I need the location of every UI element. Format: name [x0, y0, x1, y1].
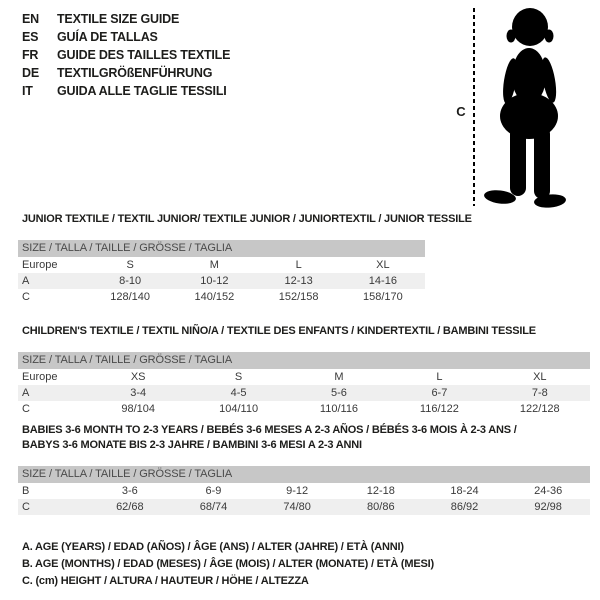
- cell: XL: [376, 259, 390, 271]
- junior-table-title: JUNIOR TEXTILE / TEXTIL JUNIOR/ TEXTILE JUNIOR / JUNIORTEXTIL / JUNIOR TESSILE: [22, 213, 472, 225]
- lang-row-es: [22, 28, 230, 46]
- children-table-title: CHILDREN'S TEXTILE / TEXTIL NIÑO/A / TEXTILE DES ENFANTS / KINDERTEXTIL / BAMBINI TESSILE: [22, 325, 536, 337]
- size-header-bar: SIZE / TALLA / TAILLE / GRÖSSE / TAGLIA: [18, 352, 590, 369]
- cell: 98/104: [121, 403, 156, 415]
- cell: 140/152: [194, 291, 235, 303]
- cell: 74/80: [283, 501, 311, 513]
- cell: L: [436, 371, 443, 383]
- table-row: [18, 369, 590, 385]
- cell: 4-5: [230, 387, 247, 399]
- row-label: C: [22, 291, 30, 303]
- cell: 68/74: [199, 501, 228, 513]
- table-row: [18, 483, 590, 499]
- height-measure-dashed-line: [473, 8, 475, 206]
- height-measure-label: C: [456, 104, 466, 119]
- cell: 158/170: [362, 291, 403, 303]
- row-label: A: [22, 275, 30, 287]
- cell: 6-9: [205, 485, 222, 497]
- cell: 62/68: [116, 501, 144, 513]
- cell: 104/110: [219, 403, 259, 415]
- row-label: Europe: [22, 259, 58, 271]
- cell: S: [126, 259, 134, 271]
- table-row: [18, 289, 425, 305]
- lang-label: GUIDA ALLE TAGLIE TESSILI: [57, 84, 227, 98]
- cell: M: [334, 371, 344, 383]
- cell: 152/158: [278, 291, 319, 303]
- lang-row-fr: [22, 46, 230, 64]
- cell: 3-4: [130, 387, 147, 399]
- right-ear: [545, 30, 554, 43]
- cell: 122/128: [519, 403, 560, 415]
- legend-item-b: B. AGE (MONTHS) / EDAD (MESES) / ÂGE (MOIS) / ALTER (MONATE) / ETÀ (MESI): [22, 558, 434, 570]
- cell: 10-12: [200, 275, 229, 287]
- cell: 3-6: [121, 485, 138, 497]
- table-row: [18, 401, 590, 417]
- lang-row-it: [22, 82, 230, 100]
- lang-label: TEXTILGRÖßENFÜHRUNG: [57, 66, 213, 80]
- table-row: [18, 257, 425, 273]
- children-size-table: [18, 352, 590, 417]
- row-label: Europe: [22, 371, 58, 383]
- table-row: [18, 499, 590, 515]
- babies-table-title-line1: BABIES 3-6 MONTH TO 2-3 YEARS / BEBÉS 3-6 MESES A 2-3 AÑOS / BÉBÉS 3-6 MOIS À 2-3 ANS /: [22, 424, 517, 436]
- cell: 6-7: [431, 387, 448, 399]
- lang-label: GUÍA DE TALLAS: [57, 30, 158, 44]
- head: [512, 8, 548, 46]
- cell: 80/86: [367, 501, 395, 513]
- table-row: [18, 385, 590, 401]
- cell: 86/92: [450, 501, 479, 513]
- toddler-silhouette-image: [483, 6, 569, 208]
- lang-label: GUIDE DES TAILLES TEXTILE: [57, 48, 231, 62]
- cell: 18-24: [450, 485, 479, 497]
- row-label: B: [22, 485, 30, 497]
- row-label: C: [22, 403, 30, 415]
- cell: M: [209, 259, 219, 271]
- lang-row-de: [22, 64, 230, 82]
- size-header-bar: SIZE / TALLA / TAILLE / GRÖSSE / TAGLIA: [18, 466, 590, 483]
- cell: 92/98: [534, 501, 562, 513]
- cell: 12-13: [284, 275, 313, 287]
- table-row: [18, 273, 425, 289]
- cell: 110/116: [319, 403, 359, 415]
- cell: 9-12: [286, 485, 309, 497]
- left-ear: [507, 30, 516, 43]
- left-leg: [510, 126, 526, 196]
- lang-code: EN: [22, 12, 39, 26]
- size-header-bar: SIZE / TALLA / TAILLE / GRÖSSE / TAGLIA: [18, 240, 425, 257]
- legend-item-a: A. AGE (YEARS) / EDAD (AÑOS) / ÂGE (ANS) / ALTER (JAHRE) / ETÀ (ANNI): [22, 541, 404, 553]
- cell: 24-36: [534, 485, 563, 497]
- cell: XL: [533, 371, 547, 383]
- cell: 8-10: [119, 275, 142, 287]
- babies-table-title-line2: BABYS 3-6 MONATE BIS 2-3 JAHRE / BAMBINI 3-6 MESI A 2-3 ANNI: [22, 439, 362, 451]
- row-label: C: [22, 501, 30, 513]
- lang-code: DE: [22, 66, 39, 80]
- cell: XS: [130, 371, 146, 383]
- lang-code: ES: [22, 30, 39, 44]
- measurement-legend: [22, 539, 434, 590]
- lang-code: FR: [22, 48, 39, 62]
- row-label: A: [22, 387, 30, 399]
- cell: S: [234, 371, 243, 383]
- legend-item-c: C. (cm) HEIGHT / ALTURA / HAUTEUR / HÖHE / ALTEZZA: [22, 575, 309, 587]
- cell: 14-16: [368, 275, 397, 287]
- cell: L: [295, 259, 302, 271]
- cell: 12-18: [366, 485, 395, 497]
- junior-size-table: [18, 240, 425, 305]
- lang-row-en: [22, 10, 230, 28]
- lang-code: IT: [22, 84, 33, 98]
- cell: 7-8: [531, 387, 548, 399]
- lang-label: TEXTILE SIZE GUIDE: [57, 12, 180, 26]
- cell: 128/140: [110, 291, 150, 303]
- language-list: [22, 10, 230, 100]
- babies-size-table: [18, 466, 590, 515]
- cell: 5-6: [331, 387, 347, 399]
- cell: 116/122: [419, 403, 459, 415]
- right-leg: [534, 126, 550, 199]
